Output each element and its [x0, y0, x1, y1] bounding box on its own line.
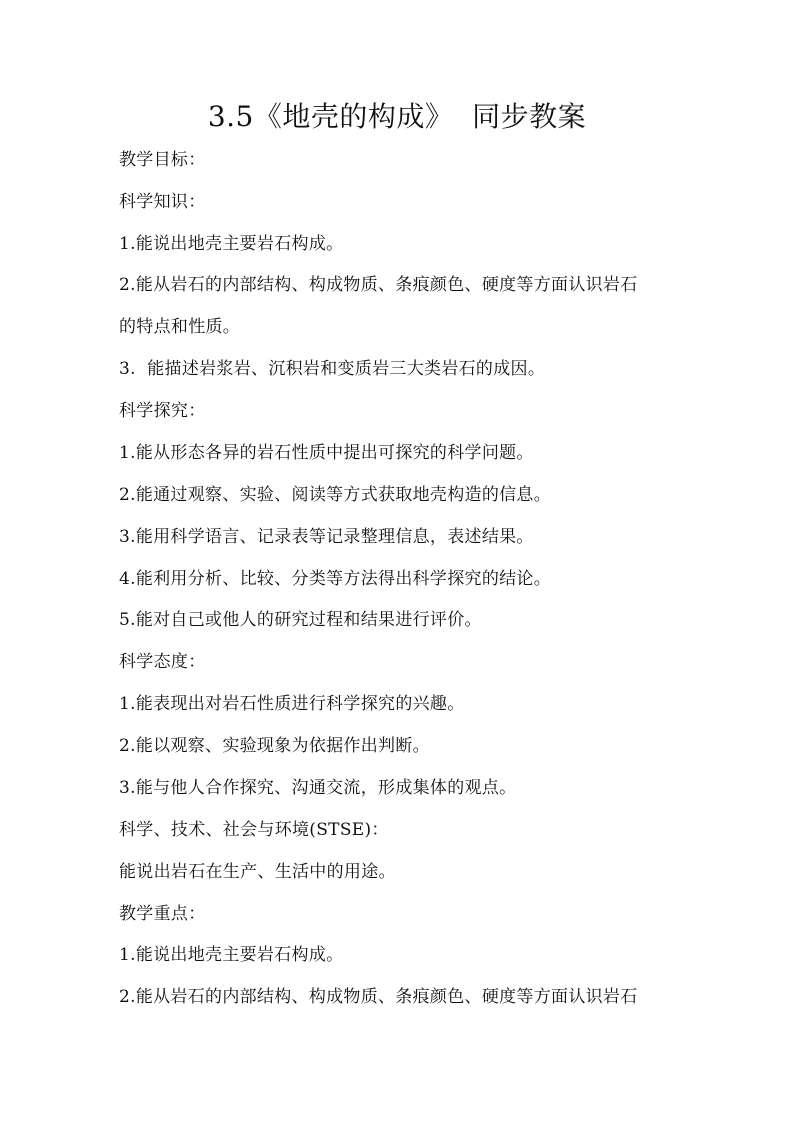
paragraph-line: 2.能从岩石的内部结构、构成物质、条痕颜色、硬度等方面认识岩石	[119, 275, 638, 295]
paragraph-line: 2.能通过观察、实验、阅读等方式获取地壳构造的信息。	[119, 485, 552, 505]
heading-science-knowledge: 科学知识：	[119, 192, 206, 212]
paragraph-line: 3.能用科学语言、记录表等记录整理信息，表述结果。	[119, 527, 534, 547]
paragraph-line: 5.能对自己或他人的研究过程和结果进行评价。	[119, 610, 482, 630]
paragraph-line: 3.能与他人合作探究、沟通交流，形成集体的观点。	[119, 778, 517, 798]
heading-teaching-focus: 教学重点：	[119, 904, 206, 924]
paragraph-line: 2.能以观察、实验现象为依据作出判断。	[119, 736, 430, 756]
paragraph-line: 1.能说出地壳主要岩石构成。	[119, 234, 344, 254]
paragraph-line: 1.能说出地壳主要岩石构成。	[119, 945, 344, 965]
paragraph-line: 1.能从形态各异的岩石性质中提出可探究的科学问题。	[119, 443, 534, 463]
heading-teaching-goals: 教学目标：	[119, 150, 206, 170]
heading-science-attitude: 科学态度：	[119, 652, 206, 672]
paragraph-line: 能说出岩石在生产、生活中的用途。	[119, 862, 396, 882]
paragraph-line: 4.能利用分析、比较、分类等方法得出科学探究的结论。	[119, 569, 552, 589]
heading-science-inquiry: 科学探究：	[119, 401, 206, 421]
paragraph-line: 的特点和性质。	[119, 317, 241, 337]
heading-stse: 科学、技术、社会与环境(STSE)：	[119, 820, 389, 840]
paragraph-line: 1.能表现出对岩石性质进行科学探究的兴趣。	[119, 694, 465, 714]
paragraph-line: 3. 能描述岩浆岩、沉积岩和变质岩三大类岩石的成因。	[119, 359, 546, 379]
paragraph-line: 2.能从岩石的内部结构、构成物质、条痕颜色、硬度等方面认识岩石	[119, 987, 638, 1007]
document-title: 3.5《地壳的构成》 同步教案	[207, 100, 587, 133]
